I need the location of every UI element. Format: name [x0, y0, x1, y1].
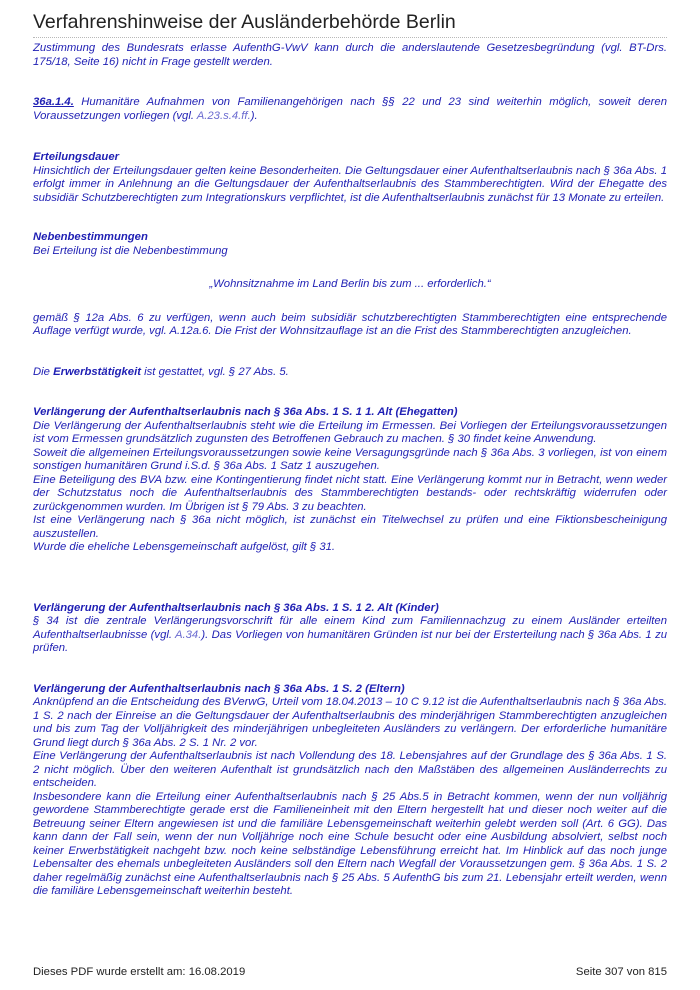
document-body: [33, 42, 667, 899]
heading-verlaengerung-ehegatten: Verlängerung der Aufenthaltserlaubnis nach § 36a Abs. 1 S. 1 1. Alt (Ehegatten): [33, 406, 458, 418]
paragraph-eltern-2: Eine Verlängerung der Aufenthaltserlaubnis ist nach Vollendung des 18. Lebensjahres auf der Grundlage des § 36a Abs. 1 S. 2 nicht möglich. Über den weiteren Aufenthalt ist grundsätzlich nach den Maßstäben des allgemeinen Ausländerrechts zu entscheiden.: [33, 750, 667, 789]
text-pre: Die: [33, 365, 54, 378]
cross-reference-link[interactable]: A.34.: [174, 628, 202, 641]
term-erwerbstaetigkeit: Erwerbstätigkeit: [53, 365, 141, 378]
document-title: Verfahrenshinweise der Ausländerbehörde Berlin: [33, 11, 456, 33]
paragraph-continuation: Zustimmung des Bundesrats erlasse AufenthG-VwV kann durch die anderslautende Gesetzesbegründung (vgl. BT-Drs. 175/18, Seite 16) nicht in Frage gestellt werden.: [33, 42, 667, 68]
paragraph-nebenbestimmungen-intro: Bei Erteilung ist die Nebenbestimmung: [33, 244, 228, 257]
paragraph-ehegatten-1: Die Verlängerung der Aufenthaltserlaubnis steht wie die Erteilung im Ermessen. Bei Vorliegen der Erteilungsvoraussetzungen ist vom Ermessen grundsätzlich zugunsten des Betroffenen Gebrauch zu machen. § 30 findet keine Anwendung.: [33, 419, 667, 445]
text-post: ist gestattet, vgl. § 27 Abs. 5.: [141, 365, 289, 378]
heading-erteilungsdauer: Erteilungsdauer: [33, 151, 120, 163]
section-text: Humanitäre Aufnahmen von Familienangehörigen nach §§ 22 und 23 sind weiterhin möglich, soweit deren Voraussetzungen vorliegen (vgl.: [33, 96, 667, 122]
page-footer: [33, 966, 667, 978]
footer-created-date: Dieses PDF wurde erstellt am: 16.08.2019: [33, 966, 246, 978]
heading-verlaengerung-kinder: Verlängerung der Aufenthaltserlaubnis nach § 36a Abs. 1 S. 1 2. Alt (Kinder): [33, 601, 439, 614]
heading-verlaengerung-eltern: Verlängerung der Aufenthaltserlaubnis nach § 36a Abs. 1 S. 2 (Eltern): [33, 682, 405, 695]
cross-reference-link[interactable]: A.23.s.4.ff.: [196, 109, 251, 122]
paragraph-erwerbstaetigkeit: [33, 366, 667, 380]
paragraph-ehegatten-2: Soweit die allgemeinen Erteilungsvoraussetzungen sowie keine Versagungsgründe nach § 36a Abs. 3 vorliegen, ist von einem sonstigen humanitären Grund i.S.d. § 36a Abs. 1 Satz 1 auszugehen.: [33, 446, 667, 472]
text-post: ). Das Vorliegen von humanitären Gründen ist nur bei der Ersterteilung nach § 36a Abs. 1 zu prüfen.: [33, 628, 667, 654]
section-36a-1-4: [33, 96, 667, 123]
paragraph-ehegatten-3: Eine Beteiligung des BVA bzw. eine Kontingentierung findet nicht statt. Eine Verlängerung kommt nur in Betracht, wenn weder der Schutzstatus noch die Aufenthaltserlaubnis des Stammberechtigten bestands- oder rechtskräftig widerrufen oder zurückgenommen wurden. Im Übrigen ist § 79 Abs. 3 zu beachten.: [33, 473, 667, 513]
paragraph-nebenbestimmungen: gemäß § 12a Abs. 6 zu verfügen, wenn auch beim subsidiär schutzberechtigten Stammberechtigten eine entsprechende Auflage verfügt wurde, vgl. A.12a.6. Die Frist der Wohnsitzauflage ist an die Frist des Stammberechtigten anzugleichen.: [33, 311, 667, 337]
section-number: 36a.1.4.: [33, 96, 74, 108]
text-pre: § 34 ist die zentrale Verlängerungsvorschrift für alle einem Kind zum Familiennachzug zu einem Ausländer erteilten Aufenthaltserlaubnisse (vgl.: [33, 615, 667, 641]
paragraph-ehegatten-5: Wurde die eheliche Lebensgemeinschaft aufgelöst, gilt § 31.: [33, 541, 336, 553]
footer-page-number: Seite 307 von 815: [575, 966, 667, 978]
paragraph-erteilungsdauer: Hinsichtlich der Erteilungsdauer gelten keine Besonderheiten. Die Geltungsdauer einer Aufenthaltserlaubnis nach § 36a Abs. 1 erfolgt immer in Anlehnung an die Geltungsdauer der Aufenthaltserlaubnis des Stammberechtigten. Wird der Ehegatte des subsidiär Schutzberechtigten zum Integrationskurs verpflichtet, ist die Aufenthaltserlaubnis zunächst für 13 Monate zu erteilen.: [33, 164, 667, 204]
quote-wohnsitznahme: „Wohnsitznahme im Land Berlin bis zum ... erforderlich.“: [209, 278, 491, 290]
paragraph-eltern-3: Insbesondere kann die Erteilung einer Aufenthaltserlaubnis nach § 25 Abs.5 in Betracht kommen, wenn der nun volljährig gewordene Stammberechtigte gerade erst die Familieneinheit mit den Eltern hergestellt hat und dieser noch weiter auf die Betreuung seiner Eltern angewiesen ist und die familiäre Lebensgemeinschaft weiterhin gelebt werden soll (Art. 6 GG). Das kann dann der Fall sein, wenn der nun Volljährige noch eine Schule besucht oder eine Ausbildung absolviert, selbst noch keiner Erwerbstätigkeit nachgeht bzw. noch keine selbständige Lebensführung erreicht hat. Im Hinblick auf das noch junge Lebensalter des ehemals unbegleiteten Ausländers soll den Eltern nach Wegfall der Voraussetzungen gem. § 36a Abs. 1 S. 2 daher regelmäßig zunächst eine Aufenthaltserlaubnis nach § 25 Abs. 5 AufenthG bis zum 21. Lebensjahr erteilt werden, wenn die familiäre Lebensgemeinschaft weiterhin besteht.: [33, 790, 667, 897]
paragraph-kinder: [33, 615, 667, 656]
paragraph-eltern-1: Anknüpfend an die Entscheidung des BVerwG, Urteil vom 18.04.2013 – 10 C 9.12 ist die Aufenthaltserlaubnis nach § 36a Abs. 1 S. 2 nach der Einreise an die Geltungsdauer der Aufenthaltserlaubnis des minderjährigen Stammberechtigten anzugleichen und bis zum Tag der Volljährigkeit des minderjährigen unbegleiteten Ausländers zu verlängern. Der erforderliche humanitäre Grund liegt durch § 36a Abs. 2 S. 1 Nr. 2 vor.: [33, 696, 667, 749]
paragraph-ehegatten-4: Ist eine Verlängerung nach § 36a nicht möglich, ist zunächst ein Titelwechsel zu prüfen und eine Fiktionsbescheinigung auszustellen.: [33, 514, 667, 540]
page-header: [33, 11, 667, 38]
heading-nebenbestimmungen: Nebenbestimmungen: [33, 231, 148, 243]
section-text-end: ).: [250, 109, 258, 122]
